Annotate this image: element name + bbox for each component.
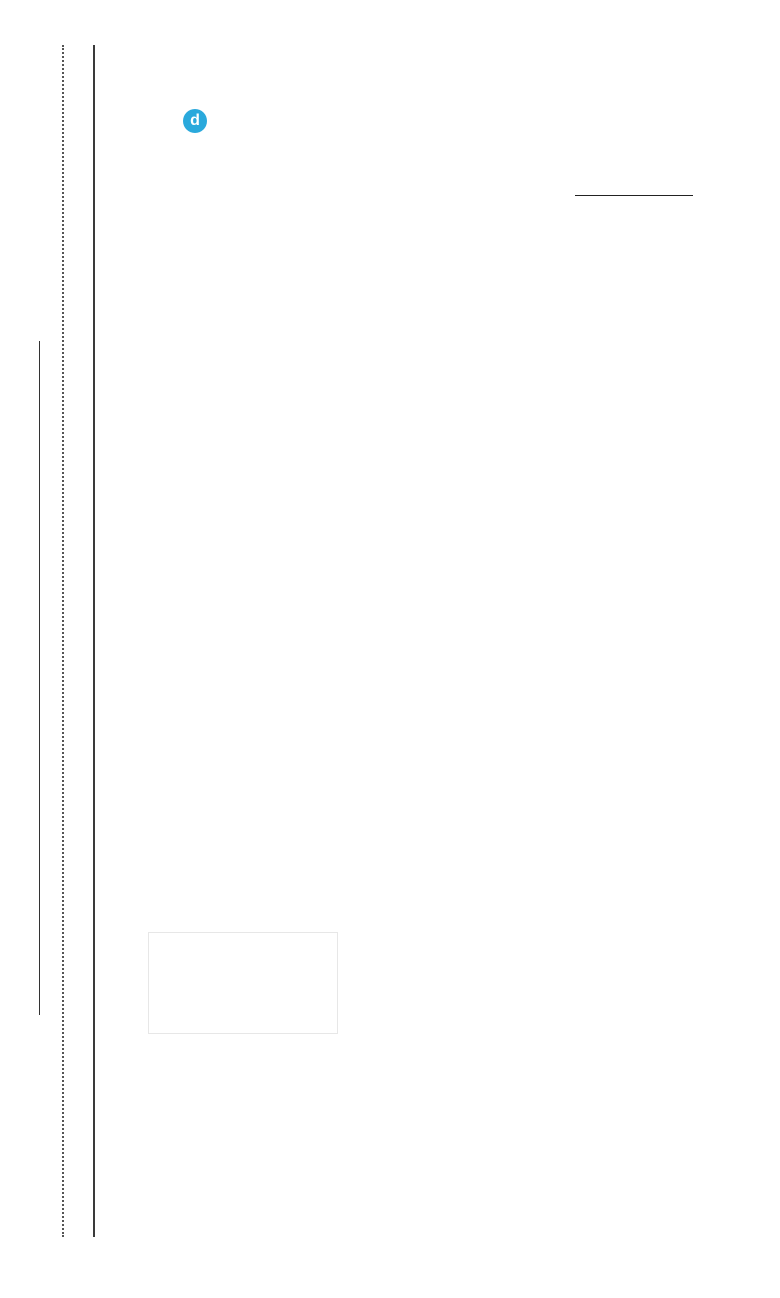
qr-logo [180,106,210,136]
seal-margin-solid-line [93,45,95,1237]
qr-code [147,73,243,169]
name-blank-line [16,503,40,611]
seal-margin-dotted-line [62,45,64,1237]
question-1-options [114,773,766,799]
score-blank-line [575,174,693,196]
qr-logo-d-icon: d [183,109,207,133]
question-2-options [114,1028,766,1054]
student-number-blank-line [16,341,40,503]
class-blank-line [16,611,40,873]
seal-warning-strip [66,0,91,1240]
score-row [575,174,693,199]
school-blank-line [16,873,40,1015]
student-info-strip [16,0,46,1240]
